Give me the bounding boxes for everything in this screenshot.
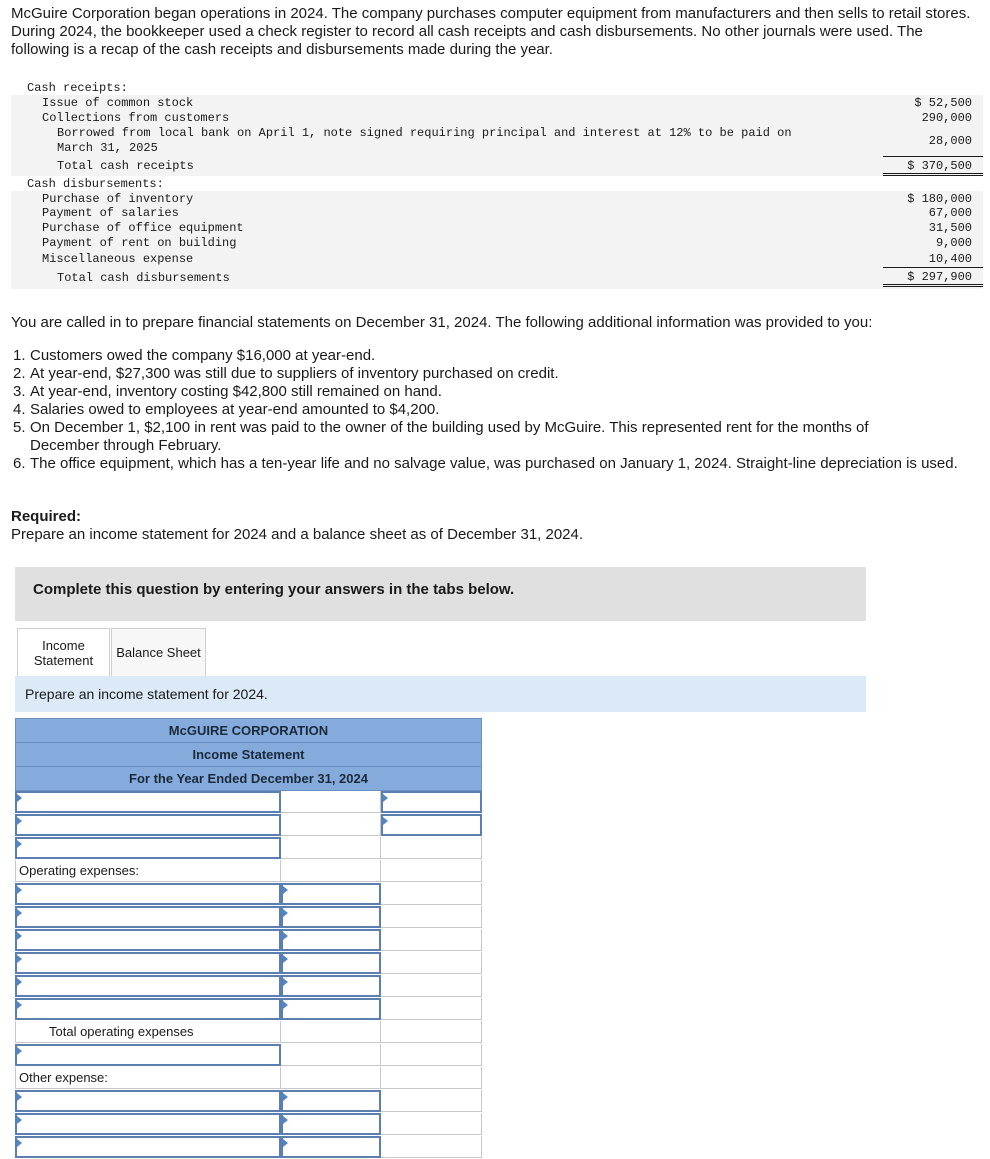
- table-row: [15, 860, 482, 883]
- instruction-banner: [15, 567, 866, 621]
- recap-row: [11, 266, 983, 289]
- empty-cell: [381, 1090, 482, 1112]
- amount-input[interactable]: [281, 1136, 381, 1158]
- disb-amount: $ 180,000: [907, 192, 972, 206]
- amount-input[interactable]: [381, 814, 482, 836]
- collections-amount: 290,000: [921, 111, 972, 125]
- empty-cell: [381, 906, 482, 928]
- amount-input[interactable]: [281, 998, 381, 1020]
- account-input[interactable]: [15, 998, 281, 1020]
- additional-info-intro: You are called in to prepare financial statements on December 31, 2024. The following additional information was provided to you:: [11, 314, 873, 331]
- list-text: At year-end, inventory costing $42,800 still remained on hand.: [30, 383, 442, 400]
- table-row: [15, 1090, 482, 1113]
- account-input[interactable]: [15, 883, 281, 905]
- recap-row: [11, 95, 983, 110]
- cash-recap-table: [11, 79, 983, 289]
- tab-label: Balance Sheet: [116, 645, 201, 660]
- empty-cell: [381, 975, 482, 997]
- disb-amount: 67,000: [928, 206, 972, 220]
- list-text: The office equipment, which has a ten-year life and no salvage value, was purchased on January 1, 2024. Straight-line depreciation is used.: [30, 455, 958, 472]
- empty-cell: [281, 1044, 381, 1066]
- total-receipts-label: Total cash receipts: [57, 159, 194, 173]
- tab-label-line1: Income: [42, 638, 85, 653]
- intro-paragraph: McGuire Corporation began operations in 2024. The company purchases computer equipment from manufacturers and then sells to retail stores. During 2024, the bookkeeper used a check register to record all cash receipts and cash disbursements. No other journals were used. The following is a recap of the cash receipts and disbursements made during the year.: [11, 5, 971, 58]
- empty-cell: [381, 837, 482, 859]
- tab-income-statement[interactable]: [17, 628, 110, 677]
- table-row: [15, 906, 482, 929]
- table-row: [15, 929, 482, 952]
- borrowed-line1: Borrowed from local bank on April 1, note signed requiring principal and interest at 12% to be paid on: [57, 126, 792, 140]
- recap-row: [11, 221, 983, 236]
- table-row: [15, 952, 482, 975]
- income-statement-form: [15, 718, 482, 1159]
- account-input[interactable]: [15, 791, 281, 813]
- statement-title: Income Statement: [15, 742, 482, 766]
- borrowed-amount: 28,000: [928, 134, 972, 148]
- recap-row: [11, 125, 983, 156]
- total-operating-expenses-label: Total operating expenses: [15, 1021, 281, 1043]
- empty-cell: [381, 952, 482, 974]
- disbursements-title: Cash disbursements:: [27, 177, 164, 191]
- recap-row: [11, 110, 983, 125]
- collections-label: Collections from customers: [42, 111, 230, 125]
- account-input[interactable]: [15, 975, 281, 997]
- disb-label: Payment of rent on building: [42, 236, 237, 250]
- list-number: 2.: [13, 365, 26, 382]
- recap-row: [11, 176, 983, 191]
- recap-row: [11, 156, 983, 176]
- empty-cell: [381, 998, 482, 1020]
- issue-amount: $ 52,500: [914, 96, 972, 110]
- table-row: [15, 791, 482, 814]
- amount-input[interactable]: [281, 1113, 381, 1135]
- list-item: [11, 347, 971, 365]
- account-input[interactable]: [15, 906, 281, 928]
- disb-label: Purchase of inventory: [42, 192, 194, 206]
- list-number: 3.: [13, 383, 26, 400]
- banner-text: Complete this question by entering your answers in the tabs below.: [33, 581, 515, 598]
- amount-input[interactable]: [281, 929, 381, 951]
- additional-info-list: [11, 347, 971, 473]
- empty-cell: [281, 837, 381, 859]
- table-row: [15, 998, 482, 1021]
- table-row: [15, 814, 482, 837]
- list-item: [11, 455, 971, 473]
- empty-cell: [281, 791, 381, 813]
- table-row: [15, 837, 482, 860]
- prepare-text: Prepare an income statement for 2024.: [25, 686, 268, 702]
- total-disb-label: Total cash disbursements: [57, 271, 230, 285]
- amount-input[interactable]: [281, 906, 381, 928]
- empty-cell: [381, 1044, 482, 1066]
- list-text: On December 1, $2,100 in rent was paid to the owner of the building used by McGuire. This represented rent for the months of December through February.: [30, 419, 869, 454]
- table-row: [15, 883, 482, 906]
- account-input[interactable]: [15, 952, 281, 974]
- recap-row: [11, 191, 983, 206]
- total-receipts-amount: $ 370,500: [883, 156, 983, 176]
- disb-label: Payment of salaries: [42, 206, 179, 220]
- empty-cell: [281, 860, 381, 882]
- list-item: [11, 419, 971, 455]
- disb-amount: 31,500: [928, 221, 972, 235]
- empty-cell: [381, 860, 482, 882]
- tab-label-line2: Statement: [33, 653, 94, 668]
- account-input[interactable]: [15, 1113, 281, 1135]
- account-input[interactable]: [15, 1090, 281, 1112]
- statement-period: For the Year Ended December 31, 2024: [15, 766, 482, 791]
- tab-balance-sheet[interactable]: [111, 628, 206, 677]
- table-row: [15, 975, 482, 998]
- disb-label: Purchase of office equipment: [42, 221, 244, 235]
- empty-cell: [381, 929, 482, 951]
- borrowed-line2: March 31, 2025: [57, 141, 158, 155]
- account-input[interactable]: [15, 1136, 281, 1158]
- table-row: [15, 1136, 482, 1159]
- empty-cell: [381, 1067, 482, 1089]
- recap-row: [11, 251, 983, 266]
- empty-cell: [381, 883, 482, 905]
- prepare-instruction: [15, 676, 866, 712]
- other-expense-label: Other expense:: [15, 1067, 281, 1089]
- list-number: 5.: [13, 419, 26, 436]
- empty-cell: [281, 1067, 381, 1089]
- list-item: [11, 401, 971, 419]
- list-item: [11, 383, 971, 401]
- disb-amount: 10,400: [928, 252, 972, 266]
- empty-cell: [381, 1136, 482, 1158]
- list-text: Customers owed the company $16,000 at year-end.: [30, 347, 376, 364]
- list-number: 1.: [13, 347, 26, 364]
- amount-input[interactable]: [281, 975, 381, 997]
- amount-input[interactable]: [281, 952, 381, 974]
- amount-input[interactable]: [381, 791, 482, 813]
- empty-cell: [281, 814, 381, 836]
- account-input[interactable]: [15, 929, 281, 951]
- operating-expenses-label: Operating expenses:: [15, 860, 281, 882]
- disb-label: Miscellaneous expense: [42, 252, 194, 266]
- list-number: 6.: [13, 455, 26, 472]
- required-heading: Required:: [11, 508, 82, 525]
- recap-row: [11, 236, 983, 251]
- list-text: Salaries owed to employees at year-end amounted to $4,200.: [30, 401, 440, 418]
- amount-input[interactable]: [281, 883, 381, 905]
- disb-amount: 9,000: [935, 236, 972, 250]
- table-row: [15, 1113, 482, 1136]
- table-row: [15, 1021, 482, 1044]
- empty-cell: [381, 1021, 482, 1043]
- table-row: [15, 1044, 482, 1067]
- amount-input[interactable]: [281, 1090, 381, 1112]
- empty-cell: [381, 1113, 482, 1135]
- receipts-title: Cash receipts:: [27, 81, 128, 95]
- account-input[interactable]: [15, 814, 281, 836]
- account-input[interactable]: [15, 837, 281, 859]
- company-name: McGUIRE CORPORATION: [15, 718, 482, 742]
- list-number: 4.: [13, 401, 26, 418]
- total-disb-amount: $ 297,900: [883, 267, 983, 287]
- list-text: At year-end, $27,300 was still due to suppliers of inventory purchased on credit.: [30, 365, 559, 382]
- issue-label: Issue of common stock: [42, 96, 194, 110]
- recap-row: [11, 79, 983, 95]
- required-text: Prepare an income statement for 2024 and a balance sheet as of December 31, 2024.: [11, 526, 584, 543]
- list-item: [11, 365, 971, 383]
- account-input[interactable]: [15, 1044, 281, 1066]
- recap-row: [11, 206, 983, 221]
- empty-cell: [281, 1021, 381, 1043]
- table-row: [15, 1067, 482, 1090]
